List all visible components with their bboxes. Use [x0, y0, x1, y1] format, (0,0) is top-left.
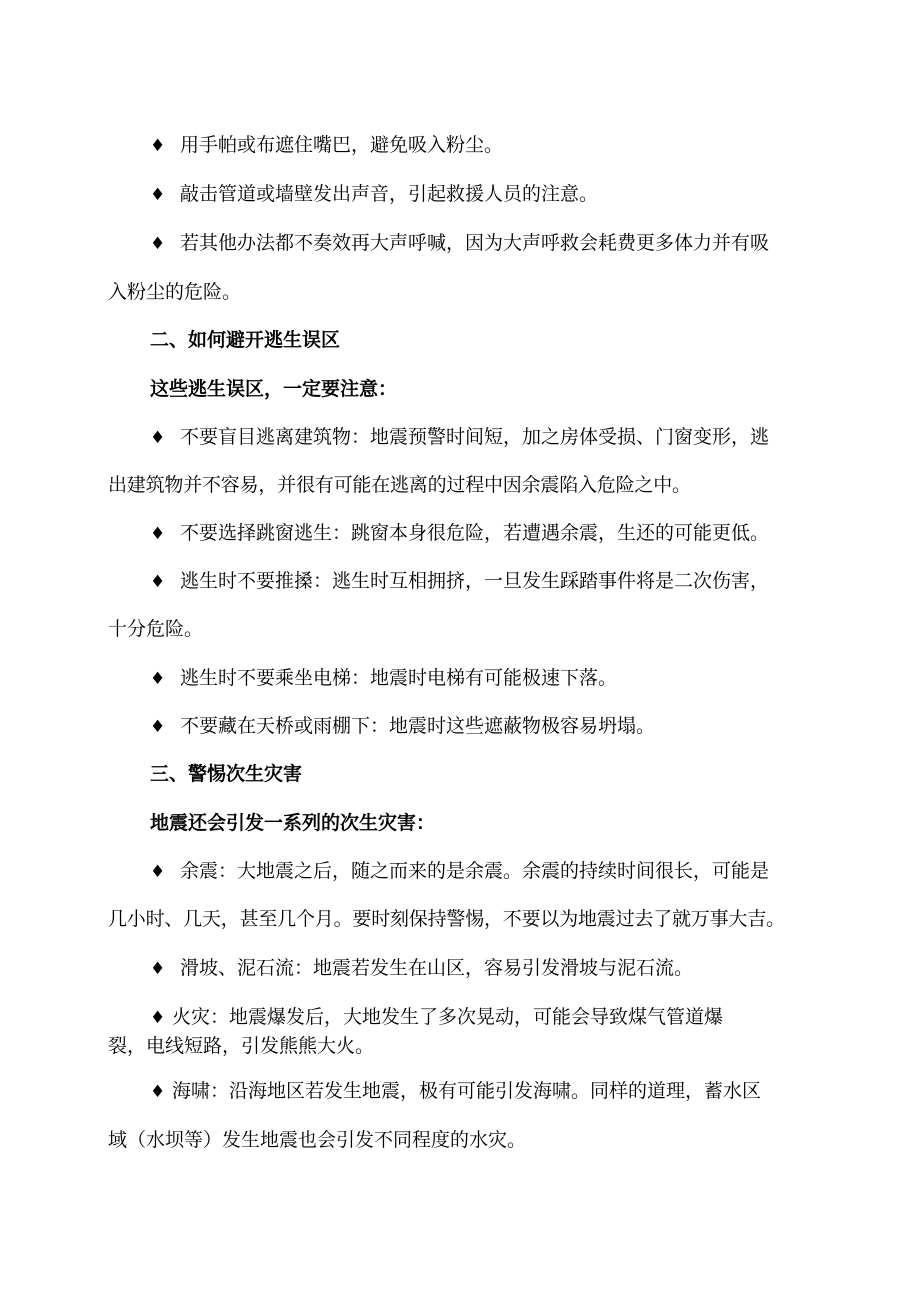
paragraph-text: 余震：大地震之后，随之而来的是余震。余震的持续时间很长，可能是 — [180, 860, 770, 882]
bullet-item-shout-last — [150, 231, 870, 256]
section-heading-2: 二、如何避开逃生误区 — [150, 329, 341, 351]
paragraph-text: 若其他办法都不奏效再大声呼喊，因为大声呼救会耗费更多体力并有吸 — [180, 232, 770, 254]
bullet-item-dont-push — [150, 569, 870, 594]
bullet-item-dont-jump-window — [150, 521, 870, 546]
diamond-bullet-icon: ♦ — [150, 136, 166, 156]
bullet-item-landslide — [150, 956, 870, 981]
paragraph-text: 滑坡、泥石流：地震若发生在山区，容易引发滑坡与泥石流。 — [180, 957, 694, 979]
diamond-bullet-icon: ♦ — [150, 717, 166, 737]
diamond-bullet-icon: ♦ — [150, 428, 166, 448]
paragraph-continuation: 出建筑物并不容易，并很有可能在逃离的过程中因余震陷入危险之中。 — [108, 474, 691, 496]
section-subheading-3: 地震还会引发一系列的次生灾害： — [150, 812, 436, 834]
diamond-bullet-icon: ♦ — [150, 862, 166, 882]
paragraph-continuation: 十分危险。 — [108, 618, 204, 640]
paragraph-continuation: 域（水坝等）发生地震也会引发不同程度的水灾。 — [108, 1129, 527, 1151]
diamond-bullet-icon: ♦ — [150, 185, 166, 205]
bullet-item-no-elevator — [150, 666, 870, 691]
bullet-item-aftershock — [150, 859, 870, 884]
paragraph-text: 逃生时不要乘坐电梯：地震时电梯有可能极速下落。 — [180, 667, 618, 689]
bullet-item-tsunami — [150, 1079, 870, 1104]
diamond-bullet-icon: ♦ — [150, 669, 166, 689]
paragraph-text: 不要盲目逃离建筑物：地震预警时间短，加之房体受损、门窗变形，逃 — [180, 426, 770, 448]
paragraph-text: 敲击管道或墙壁发出声音，引起救援人员的注意。 — [180, 183, 599, 205]
diamond-bullet-icon: ♦ — [150, 1082, 166, 1102]
diamond-bullet-icon: ♦ — [150, 234, 166, 254]
paragraph-text: 不要选择跳窗逃生：跳窗本身很危险，若遭遇余震，生还的可能更低。 — [180, 522, 770, 544]
bullet-item-knock-pipes — [150, 182, 870, 207]
paragraph-text: 火灾：地震爆发后，大地发生了多次晃动，可能会导致煤气管道爆 — [172, 1006, 724, 1028]
paragraph-text: 用手帕或布遮住嘴巴，避免吸入粉尘。 — [180, 134, 504, 156]
paragraph-continuation: 裂，电线短路，引发熊熊大火。 — [108, 1035, 375, 1057]
bullet-item-cover-mouth — [150, 133, 870, 158]
diamond-bullet-icon: ♦ — [150, 524, 166, 544]
diamond-bullet-icon: ♦ — [150, 959, 166, 979]
section-subheading-2: 这些逃生误区，一定要注意： — [150, 378, 398, 400]
bullet-item-dont-flee-building — [150, 425, 870, 450]
paragraph-continuation: 入粉尘的危险。 — [108, 281, 242, 303]
diamond-bullet-icon: ♦ — [150, 1008, 166, 1028]
paragraph-text: 不要藏在天桥或雨棚下：地震时这些遮蔽物极容易坍塌。 — [180, 715, 656, 737]
diamond-bullet-icon: ♦ — [150, 572, 166, 592]
section-heading-3: 三、警惕次生灾害 — [150, 763, 303, 785]
paragraph-continuation: 几小时、几天，甚至几个月。要时刻保持警惕，不要以为地震过去了就万事大吉。 — [108, 908, 785, 930]
paragraph-text: 逃生时不要推搡：逃生时互相拥挤，一旦发生踩踏事件将是二次伤害， — [180, 570, 770, 592]
paragraph-text: 海啸：沿海地区若发生地震，极有可能引发海啸。同样的道理，蓄水区 — [172, 1080, 762, 1102]
bullet-item-fire — [150, 1005, 870, 1030]
bullet-item-no-overpass — [150, 714, 870, 739]
